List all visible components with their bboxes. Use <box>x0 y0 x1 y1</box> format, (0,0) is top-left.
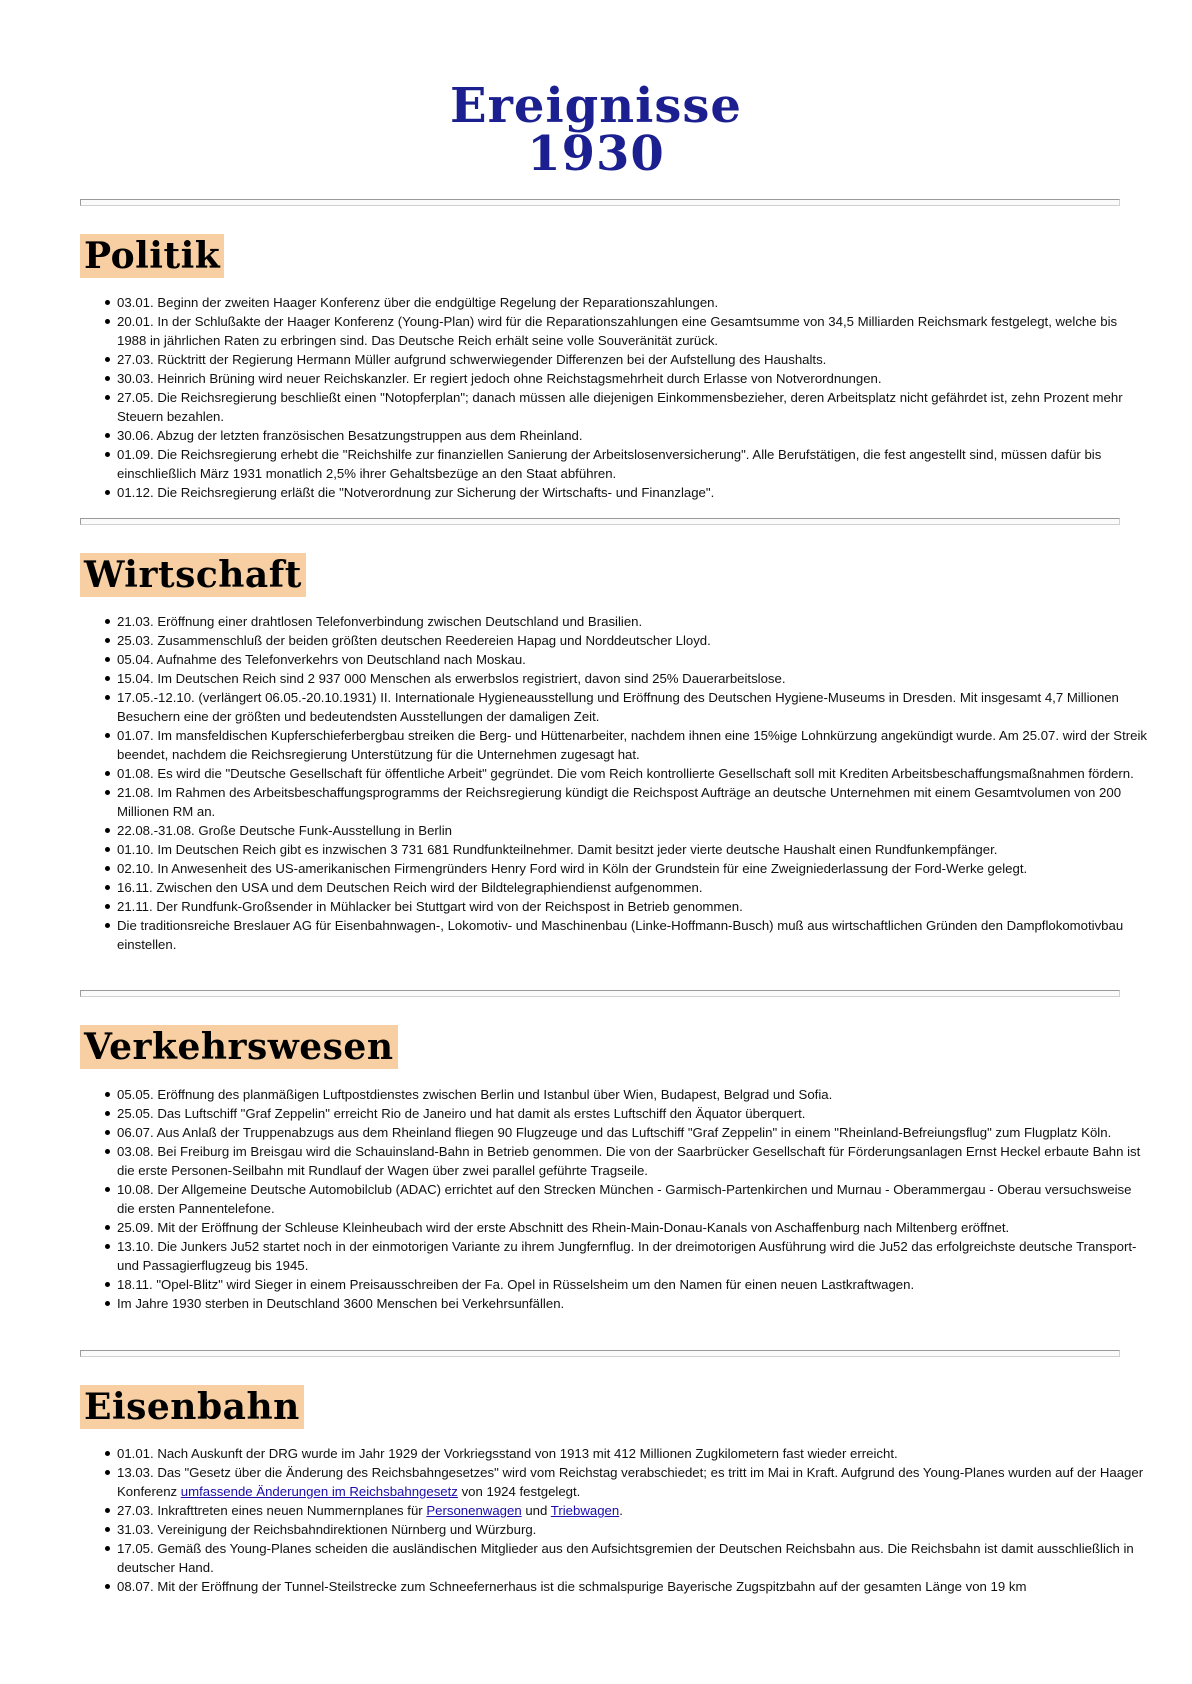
page-title-line1: Ereignisse <box>450 78 742 134</box>
politik-list <box>100 293 1147 502</box>
wirtschaft-list <box>100 612 1147 954</box>
list-item: 17.05. Gemäß des Young-Planes scheiden die ausländischen Mitglieder aus den Aufsichtsgremien der Deutschen Reichsbahn aus. Die Reichsbahn ist damit ausschließlich in deutscher Hand. <box>117 1539 1147 1577</box>
page-title-line2: 1930 <box>527 126 665 182</box>
verkehrswesen-list <box>100 1085 1147 1313</box>
list-item: 15.04. Im Deutschen Reich sind 2 937 000 Menschen als erwerbslos registriert, davon sind 25% Dauerarbeitslose. <box>117 669 1147 688</box>
list-item: 21.08. Im Rahmen des Arbeitsbeschaffungsprogramms der Reichsregierung kündigt die Reichspost Aufträge an deutsche Unternehmen mit einem Gesamtvolumen von 200 Millionen RM an. <box>117 783 1147 821</box>
list-item: 21.11. Der Rundfunk-Großsender in Mühlacker bei Stuttgart wird von der Reichspost in Betrieb genommen. <box>117 897 1147 916</box>
list-item: 18.11. "Opel-Blitz" wird Sieger in einem Preisausschreiben der Fa. Opel in Rüsselsheim um den Namen für einen neuen Lastkraftwagen. <box>117 1275 1147 1294</box>
list-item: 01.10. Im Deutschen Reich gibt es inzwischen 3 731 681 Rundfunkteilnehmer. Damit besitzt jeder vierte deutsche Haushalt einen Rundfunkempfänger. <box>117 840 1147 859</box>
link-reichsbahngesetz[interactable]: umfassende Änderungen im Reichsbahngesetz <box>180 1484 458 1499</box>
list-item: 03.01. Beginn der zweiten Haager Konferenz über die endgültige Regelung der Reparationszahlungen. <box>117 293 1147 312</box>
list-item <box>117 1501 1147 1520</box>
list-item: 21.03. Eröffnung einer drahtlosen Telefonverbindung zwischen Deutschland und Brasilien. <box>117 612 1147 631</box>
list-item: 03.08. Bei Freiburg im Breisgau wird die Schauinsland-Bahn in Betrieb genommen. Die von der Saarbrücker Gesellschaft für Förderungsanlagen Ernst Heckel erbaute Bahn ist die erste Personen-Seilbahn mit Rundlauf der Wagen über zwei parallel geführte Tragseile. <box>117 1142 1147 1180</box>
section-heading-verkehrswesen: Verkehrswesen <box>80 1025 398 1069</box>
section-heading-wirtschaft: Wirtschaft <box>80 553 306 597</box>
list-item: 25.03. Zusammenschluß der beiden größten deutschen Reedereien Hapag und Norddeutscher Lloyd. <box>117 631 1147 650</box>
list-item: 25.05. Das Luftschiff "Graf Zeppelin" erreicht Rio de Janeiro und hat damit als erstes Luftschiff den Äquator überquert. <box>117 1104 1147 1123</box>
divider <box>80 199 1120 206</box>
list-item: 01.01. Nach Auskunft der DRG wurde im Jahr 1929 der Vorkriegsstand von 1913 mit 412 Millionen Zugkilometern fast wieder erreicht. <box>117 1444 1147 1463</box>
list-item: Die traditionsreiche Breslauer AG für Eisenbahnwagen-, Lokomotiv- und Maschinenbau (Linke-Hoffmann-Busch) muß aus wirtschaftlichen Gründen den Dampflokomotivbau einstellen. <box>117 916 1147 954</box>
list-item: 01.09. Die Reichsregierung erhebt die "Reichshilfe zur finanziellen Sanierung der Arbeitslosenversicherung". Alle Berufstätigen, die fest angestellt sind, müssen dafür bis einschließlich März 1931 monatlich 2,5% ihrer Gehaltsbezüge an den Staat abführen. <box>117 445 1147 483</box>
section-heading-politik: Politik <box>80 234 224 278</box>
list-item: 25.09. Mit der Eröffnung der Schleuse Kleinheubach wird der erste Abschnitt des Rhein-Main-Donau-Kanals von Aschaffenburg nach Miltenberg eröffnet. <box>117 1218 1147 1237</box>
list-item: 13.10. Die Junkers Ju52 startet noch in der einmotorigen Variante zu ihrem Jungfernflug. In der dreimotorigen Ausführung wird die Ju52 das erfolgreichste deutsche Transport- und Passagierflugzeug bis 1945. <box>117 1237 1147 1275</box>
list-item: 05.04. Aufnahme des Telefonverkehrs von Deutschland nach Moskau. <box>117 650 1147 669</box>
list-item: 01.08. Es wird die "Deutsche Gesellschaft für öffentliche Arbeit" gegründet. Die vom Reich kontrollierte Gesellschaft soll mit Krediten Arbeitsbeschaffungsmaßnahmen fördern. <box>117 764 1147 783</box>
list-item: 16.11. Zwischen den USA und dem Deutschen Reich wird der Bildtelegraphiendienst aufgenommen. <box>117 878 1147 897</box>
section-heading-eisenbahn: Eisenbahn <box>80 1385 304 1429</box>
list-item-text: . <box>619 1503 623 1518</box>
list-item-text: von 1924 festgelegt. <box>457 1484 581 1499</box>
list-item: 05.05. Eröffnung des planmäßigen Luftpostdienstes zwischen Berlin und Istanbul über Wien, Budapest, Belgrad und Sofia. <box>117 1085 1147 1104</box>
list-item: 30.03. Heinrich Brüning wird neuer Reichskanzler. Er regiert jedoch ohne Reichstagsmehrheit durch Erlasse von Notverordnungen. <box>117 369 1147 388</box>
list-item: 22.08.-31.08. Große Deutsche Funk-Ausstellung in Berlin <box>117 821 1147 840</box>
list-item: 17.05.-12.10. (verlängert 06.05.-20.10.1931) II. Internationale Hygieneausstellung und Eröffnung des Deutschen Hygiene-Museums in Dresden. Mit insgesamt 4,7 Millionen Besuchern eine der größten und bedeutendsten Ausstellungen der damaligen Zeit. <box>117 688 1147 726</box>
page-title <box>0 0 1192 186</box>
list-item: 10.08. Der Allgemeine Deutsche Automobilclub (ADAC) errichtet auf den Strecken München - Garmisch-Partenkirchen und Murnau - Oberammergau - Oberau versuchsweise die ersten Pannentelefone. <box>117 1180 1147 1218</box>
list-item: 20.01. In der Schlußakte der Haager Konferenz (Young-Plan) wird für die Reparationszahlungen eine Gesamtsumme von 34,5 Milliarden Reichsmark festgelegt, welche bis 1988 in jährlichen Raten zu erbringen sind. Das Deutsche Reich erhält seine volle Souveränität zurück. <box>117 312 1147 350</box>
divider <box>80 990 1120 997</box>
list-item: 06.07. Aus Anlaß der Truppenabzugs aus dem Rheinland fliegen 90 Flugzeuge und das Luftschiff "Graf Zeppelin" in einem "Rheinland-Befreiungsflug" zum Flugplatz Köln. <box>117 1123 1147 1142</box>
link-personenwagen[interactable]: Personenwagen <box>426 1503 522 1518</box>
list-item: 31.03. Vereinigung der Reichsbahndirektionen Nürnberg und Würzburg. <box>117 1520 1147 1539</box>
list-item: 27.03. Rücktritt der Regierung Hermann Müller aufgrund schwerwiegender Differenzen bei der Aufstellung des Haushalts. <box>117 350 1147 369</box>
list-item <box>117 1463 1147 1501</box>
divider <box>80 1350 1120 1357</box>
list-item: 01.12. Die Reichsregierung erläßt die "Notverordnung zur Sicherung der Wirtschafts- und Finanzlage". <box>117 483 1147 502</box>
list-item-text: und <box>521 1503 551 1518</box>
list-item: 01.07. Im mansfeldischen Kupferschieferbergbau streiken die Berg- und Hüttenarbeiter, nachdem ihnen eine 15%ige Lohnkürzung angekündigt wurde. Am 25.07. wird der Streik beendet, nachdem die Reichsregierung Unterstützung für die Unternehmen zugesagt hat. <box>117 728 1147 762</box>
list-item: 27.05. Die Reichsregierung beschließt einen "Notopferplan"; danach müssen alle diejenigen Einkommensbezieher, deren Arbeitsplatz nicht gefährdet ist, zehn Prozent mehr Steuern bezahlen. <box>117 388 1147 426</box>
list-item: Im Jahre 1930 sterben in Deutschland 3600 Menschen bei Verkehrsunfällen. <box>117 1294 1147 1313</box>
divider <box>80 518 1120 525</box>
list-item: 02.10. In Anwesenheit des US-amerikanischen Firmengründers Henry Ford wird in Köln der Grundstein für eine Zweigniederlassung der Ford-Werke gelegt. <box>117 859 1147 878</box>
list-item-text: 13.03. Das "Gesetz über die Änderung des Reichsbahngesetzes" wird vom Reichstag verabschiedet; es tritt im Mai in Kraft. Aufgrund des Young-Planes wurden auf der Haager Konferenz <box>117 1465 1144 1499</box>
list-item: 30.06. Abzug der letzten französischen Besatzungstruppen aus dem Rheinland. <box>117 426 1147 445</box>
list-item-text: 27.03. Inkrafttreten eines neuen Nummernplanes für <box>117 1503 427 1518</box>
link-triebwagen[interactable]: Triebwagen <box>550 1503 620 1518</box>
eisenbahn-list <box>100 1444 1147 1596</box>
list-item: 08.07. Mit der Eröffnung der Tunnel-Steilstrecke zum Schneefernerhaus ist die schmalspurige Bayerische Zugspitzbahn auf der gesamten Länge von 19 km <box>117 1577 1147 1596</box>
